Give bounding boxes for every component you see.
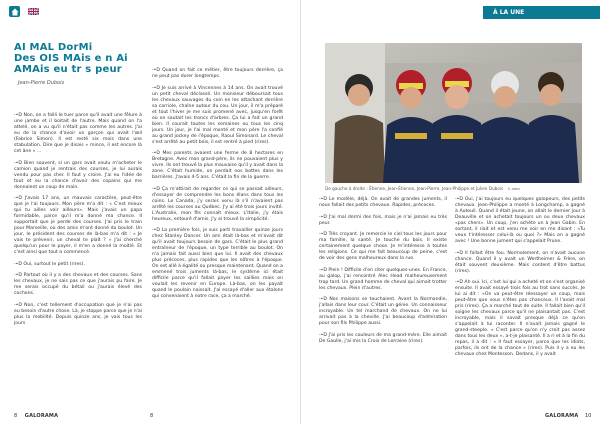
top-bar xyxy=(0,0,300,18)
galorama-logo: GALORAMA xyxy=(24,413,59,419)
paragraph: -•D Il fallait être fou. Normalement, on n'avait aucune chance. Quand il y avait un Wertheimer & Frère, on était souvent deuxième. Mais content d'être battus (rires). xyxy=(455,250,585,274)
caption-text: De gauche à droite : Étienne, Jean-Étienne, Jean-Pierre, Jean-Philippe et Julien Dubois xyxy=(325,186,504,191)
footer-number: 8 xyxy=(14,413,18,419)
headline-line-1: AI MAL DorMi xyxy=(14,42,93,53)
paragraph: -•D Ça m'attirait de regarder ce qui se passait ailleurs, d'essayer de comprendre les bons élans dans tous les coins. Le Canada, j'y serais venu là s'il n'avaient pas arrêté les courses au Québec. J'y ai été trois jours invité. L'Australie, mon fils connaît mieux. L'Italie, j'y étais heureux, entouré d'amis. J'y ai trouvé la simplicité. xyxy=(152,186,283,222)
paragraph: -•D Non, c'est tellement d'occupation que je n'ai pas eu besoin d'autre chose. Là, je stoppe parce que je n'ai plus la mobilité. Depuis quinze ans, je vais tous les jours xyxy=(14,302,142,326)
right-column-1 xyxy=(319,197,447,350)
right-footer xyxy=(545,413,591,419)
article-headline xyxy=(14,42,154,75)
photo-credit: © APRH xyxy=(507,187,520,191)
home-button[interactable] xyxy=(9,6,20,17)
left-page-number: 8 xyxy=(150,413,154,419)
paragraph: -•D Nos maisons se touchaient. Avant la Normandie, j'allais dans leur cour. C'était un génie. Un connaisseur incroyable. Un tel marchand de chevaux. On ne lui arrivait pas à la cheville. J'ai beaucoup d'admiration pour son fils Philippe aussi. xyxy=(319,297,447,326)
right-page-number: 10 xyxy=(585,413,592,419)
paragraph: -•D La première fois, je suis parti travailler quinze jours chez Stanley Dancer. Un ami était là-bas et m'avait dit qu'il avait toujours besoin de gars. C'était le plus grand entraîneur de l'époque, un type terrible au boulot. On n'a jamais fait aussi bien que lui. Il avait des chevaux plus précoces, plus rapides que les nôtres à l'époque. On est allé à égalité ou presque maintenant. Quand on a emmené trois juments là-bas, le système ici était difficile parce qu'il fallait payer les saillies mais on voulait les revenir en Europe. Là-bas, on les payait quand le poulain naissait. J'ai essayé d'aller aux étalons qui convenaient à notre race, ça a marché. xyxy=(152,228,283,299)
paragraph: -•D Ah oui. Ici, c'est lui qui a acheté et on s'est organisé ensuite. Il avait essayé trois fois au trot sans succès. Je lui ai dit : «On va peut-être réessayer un coup, mais peut-être que vous n'êtes pas chanceux. Il l'avait mal pris (rires). Ça a marché tout de suite. Il fallait bien qu'il soigne les chevaux parce qu'il ne plaisantait pas. C'est incroyable, mais il savait presque déjà ce qu'on s'appelait à lui raconter. Il n'avait jamais gagné le grand-steeple. « C'est parce qu'on n'y croit pas assez dans tous les deux », a-t-je plaisanté. Il a ri et à la fin du repas, il a dit : « Il faut essayer, parce que les idiots, parfois, ils ont de la chance » (rires). Puis il y a eu les chevaux chez Montesson. Dedans, il y avait xyxy=(455,280,585,357)
left-column-2 xyxy=(152,68,283,306)
paragraph: -•D Oui, j'ai toujours eu quelques galopeurs, des petits chevaux. Jean-Philippe a monté à Longchamp, a gagné à Auteuil. Quand il était jeune, on allait le dernier jour à Deauville et on achetait toujours un ou deux chevaux «pas chers». Un coup, j'en achète un à Jean Gabin. En sortant, il riait et est venu me voir en me disant : «Tu veux t'intéresser celui-là ou quoi ?» Mais on a gagné avec ! Une bonne jument qui s'appelait Prune. xyxy=(455,197,585,244)
paragraph: -•D Mes parents avaient une ferme de 8 hectares en Bretagne. Avec mon grand-père, ils ne pouvaient plus y vivre. Ils ont trouvé la plus mauvaise qu'il y avait dans la zone. C'était humide, on perdait nos bottes dans les barrières. J'avais 4-5 ans. C'était la fin de la guerre. xyxy=(152,151,283,180)
headline-line-3: AMAis eu tr s peur xyxy=(14,64,122,75)
left-column-1 xyxy=(14,113,142,332)
paragraph: -•D Quand on fait ce métier, être toujours derrière, ça ne peut pas durer longtemps. xyxy=(152,68,283,79)
paragraph: -•D Très croyant. Je remercie le ciel tous les jours pour ma famille, la santé. Je touche du bois. Il existe certainement quelque chose. Je m'intéresse à toutes les religions. Ce qui me fait beaucoup de peine, c'est de voir des gens malheureux dans la rue. xyxy=(319,232,447,261)
galorama-logo: GALORAMA xyxy=(545,413,579,419)
paragraph: -•D J'ai pris les couleurs de ma grand-mère. Elle aimait De Gaulle, j'ai mis la Croix de Lorraine (rires). xyxy=(319,332,447,344)
section-ribbon[interactable]: À LA UNE xyxy=(483,6,600,19)
paragraph: -•D Oui, surtout le petit (rires). xyxy=(14,261,85,267)
right-column-2 xyxy=(455,197,585,364)
byline: Jean-Pierre Dubois xyxy=(18,80,65,86)
paragraph: -•D Plein ! Difficile d'en citer quelques-unes. En France, au galop, j'ai rencontré Alec Head malheureusement trop tard. Un grand homme de cheval qui aimait trotter les chevaux. Plein d'autres. xyxy=(319,267,447,291)
article-photo xyxy=(325,43,582,183)
paragraph: -•D Non, on a failli le tuer parce qu'il avait une fêlure à une jambe et il boitait de l'autre. Mais quand on l'a attelé, on a vu qu'il n'était pas comme les autres. J'ai eu de la chance d'avoir un garçon qui avait l'œil (Fabrice Simon). Il est resté six mois dans une stabulation. Dire que je disais « mince, il est encore là cet âne » ... xyxy=(14,113,142,154)
photo-caption xyxy=(325,186,520,191)
group-portrait-image xyxy=(325,43,582,183)
paragraph: -•D Partout où il y a des chevaux et des courses. Sans les chevaux, je ne sais pas ce que j'aurais pu faire. Je me serais occupé du bétail ou j'aurais élevé des cochons. xyxy=(14,273,142,296)
paragraph: -•D Le modèle, déjà. On avait de grandes juments, il nous fallait des petits chevaux. Rapides, précoces. xyxy=(319,197,447,208)
paragraph: -•D J'avais 17 ans, un mauvais caractère, peut-être que je l'ai toujours. Mon père m'a dit : « C'est mieux qui tu ailles voir ailleurs». Mais j'avais un papa formidable, parce qu'il m'a donné ma chance. Il supportait que je perde des courses. J'ai pris le train pour Marseille, où des amis m'ont donné du boulot. Un jour, le président des courses de là-bas m'a dit : « Je vais te prévenir, un cheval te plaît ? » J'ai cherché quelqu'un pour le payer, il m'en a donné la moitié. Et c'est ainsi que tout a commencé. xyxy=(14,196,142,255)
uk-flag-icon[interactable] xyxy=(28,8,39,15)
paragraph: -•D Je suis arrivé à Vincennes à 14 ans. On avait trouvé un petit cheval déclassé. Un monsieur déboursait tous les chevaux sauvages du coin en les attachant derrière sa carriole, chaîne autour du cou. Un jour, il m'a préparé et tout l'hiver je me suis promené avec, jusqu'en forêt où on sautait les troncs d'arbres. Ça lui a fait un grand bien. Il courait toutes les semaines ou tous les cinq jours. Un jour, je l'ai mal monté et mon père l'a confié au grand jockey de l'époque, Raoul Simonard. Le cheval s'est arrêté au petit bois, il est rentré à pied (rires). xyxy=(152,85,283,145)
headline-line-2: Des OIS MAis e n Ai xyxy=(14,53,128,64)
left-footer xyxy=(14,413,58,419)
paragraph: -•D J'ai mal dormi des fois, mais je n'ai jamais eu très peur. xyxy=(319,214,447,226)
home-icon xyxy=(11,8,19,16)
paragraph: -•D Bien souvent, si un gars avait voulu m'acheter le camion quand je rentrais des courses, je lui aurais vendu pour pas cher. Il faut y croire. J'ai eu l'idée de tout et eu la chance d'avoir des copains qui me donnaient un coup de main. xyxy=(14,160,142,190)
